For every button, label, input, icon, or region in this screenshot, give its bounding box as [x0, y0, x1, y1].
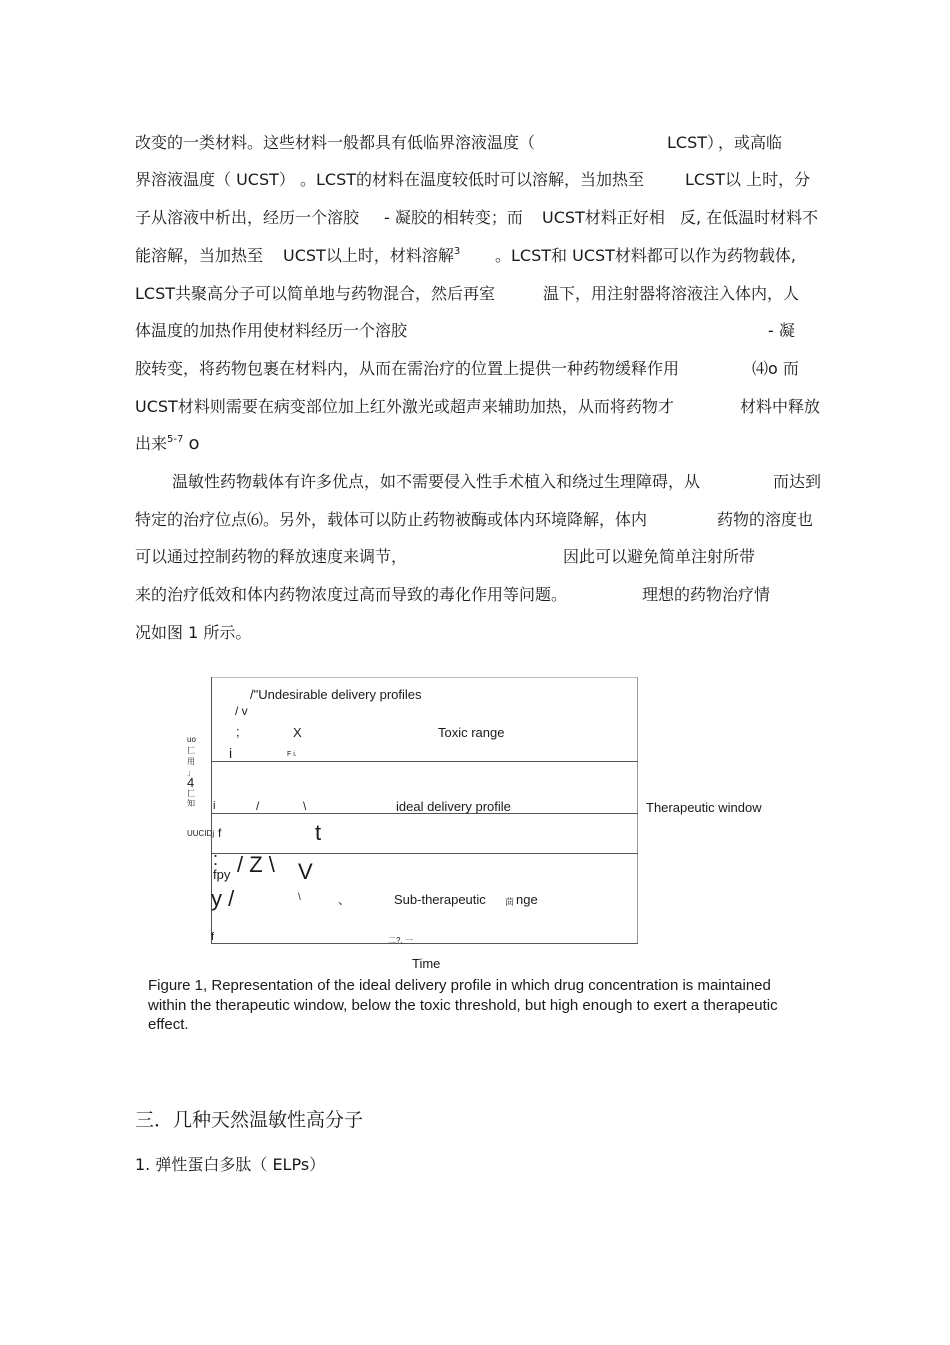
text-segment: 温敏性药物载体有许多优点，如不需要侵入性手术植入和绕过生理障碍，从	[172, 472, 701, 491]
text-segment: 可以通过控制药物的释放速度来调节，	[135, 547, 408, 566]
text-segment: 理想的药物治疗情	[642, 585, 771, 604]
sub-therapeutic-label: nge	[516, 892, 538, 907]
figure-mark: V	[298, 859, 313, 884]
figure-mark: y /	[211, 886, 235, 911]
text-segment: 因此可以避免简单注射所带	[563, 547, 756, 566]
figure-mark: :	[213, 849, 219, 869]
text-segment: ，或高临	[718, 133, 783, 152]
figure-mark: 茴	[505, 897, 515, 907]
text-segment: 胶转变，将药物包裹在材料内，从而在需治疗的位置上提供一种药物缓释作用	[135, 359, 680, 378]
citation-ref: 3	[453, 246, 461, 257]
figure-mark: 二?. 一	[388, 936, 413, 945]
figure-right-border	[637, 677, 638, 944]
figure-mark: fpy	[213, 867, 231, 882]
text-segment: 界溶液温度（ UCST） 。LCST的材料在温度较低时可以溶解，当加热至	[135, 170, 645, 189]
figure-mark: i	[213, 800, 216, 812]
figure-mark: f	[211, 931, 215, 943]
text-segment: 出来$^{5-7}$ o	[135, 433, 200, 454]
figure-mark: X	[293, 725, 302, 740]
citation-ref: 5-7	[167, 434, 184, 445]
y-axis-label: 4	[187, 775, 195, 790]
figure-top-border	[211, 677, 638, 678]
text-segment: UCST以上时，材料溶解$^3$	[283, 246, 461, 265]
figure-mark: t	[315, 820, 322, 845]
section-heading: 三．几种天然温敏性高分子	[135, 1109, 364, 1131]
y-axis-label: UUCIDj	[187, 829, 215, 838]
text-segment: - 凝	[768, 321, 795, 340]
text-segment: 子从溶液中析出，经历一个溶胶	[135, 208, 360, 227]
figure-mark: / v	[235, 704, 248, 718]
figure-mark: \	[303, 799, 307, 813]
text-segment: 改变的一类材料。这些材料一般都具有低临界溶液温度（	[135, 133, 536, 152]
text-segment: UCST材料正好相	[542, 208, 665, 227]
undesirable-label: /"Undesirable delivery profiles	[250, 687, 422, 702]
subsection-heading: 1. 弹性蛋白多肽（ ELPs）	[135, 1155, 326, 1174]
figure-mark: /	[256, 799, 260, 813]
text-segment: ⑷o 而	[752, 359, 799, 378]
y-axis-label: uo 匚 用 」	[187, 735, 196, 777]
therapeutic-window-label: Therapeutic window	[646, 800, 762, 815]
text-segment: 能溶解，当加热至	[135, 246, 264, 265]
toxic-threshold-line	[211, 761, 638, 762]
text-segment: 况如图 1 所示。	[135, 623, 252, 642]
figure-caption: Figure 1, Representation of the ideal delivery profile in which drug concentration is maintained within the therapeutic window, below the toxic threshold, but high enough to exert a therapeutic effect.	[148, 977, 778, 1033]
figure-mark: f	[218, 826, 222, 840]
text-segment: 体温度的加热作用使材料经历一个溶胶	[135, 321, 408, 340]
toxic-range-label: Toxic range	[438, 725, 505, 740]
text-segment: 特定的治疗位点⑹。另外，载体可以防止药物被酶或体内环境降解，体内	[135, 510, 648, 529]
therapeutic-threshold-line	[211, 853, 638, 854]
figure-mark: i	[229, 745, 233, 761]
text-segment: 而达到	[773, 472, 822, 491]
text-segment: LCST共聚高分子可以简单地与药物混合，然后再室	[135, 284, 496, 303]
figure-bottom-axis	[211, 943, 638, 944]
text-segment: LCST以 上时，分	[685, 170, 811, 189]
y-axis-label: 匚 知	[187, 789, 195, 808]
figure-mark: \	[298, 892, 301, 903]
figure-mark: ;	[236, 724, 240, 739]
x-axis-label: Time	[412, 956, 441, 971]
ideal-profile-label: ideal delivery profile	[396, 799, 511, 814]
text-segment: 材料中释放	[740, 397, 821, 416]
text-segment: LCST）	[667, 133, 724, 152]
text-segment: - 凝胶的相转变；而	[384, 208, 523, 227]
figure-mark: 、	[338, 893, 351, 907]
text-segment: UCST材料则需要在病变部位加上红外激光或超声来辅助加热，从而将药物才	[135, 397, 674, 416]
text-segment: 来的治疗低效和体内药物浓度过高而导致的毒化作用等问题。	[135, 585, 568, 604]
text-segment: 。LCST和 UCST材料都可以作为药物载体,	[495, 246, 797, 265]
sub-therapeutic-label: Sub-therapeutic	[394, 892, 486, 907]
text-segment: 药物的溶度也	[717, 510, 814, 529]
figure-mark: / Z \	[237, 852, 275, 877]
text-segment: 反, 在低温时材料不	[680, 208, 819, 227]
figure-mark: F i.	[287, 751, 297, 758]
text-segment: 温下，用注射器将溶液注入体内，人	[543, 284, 800, 303]
